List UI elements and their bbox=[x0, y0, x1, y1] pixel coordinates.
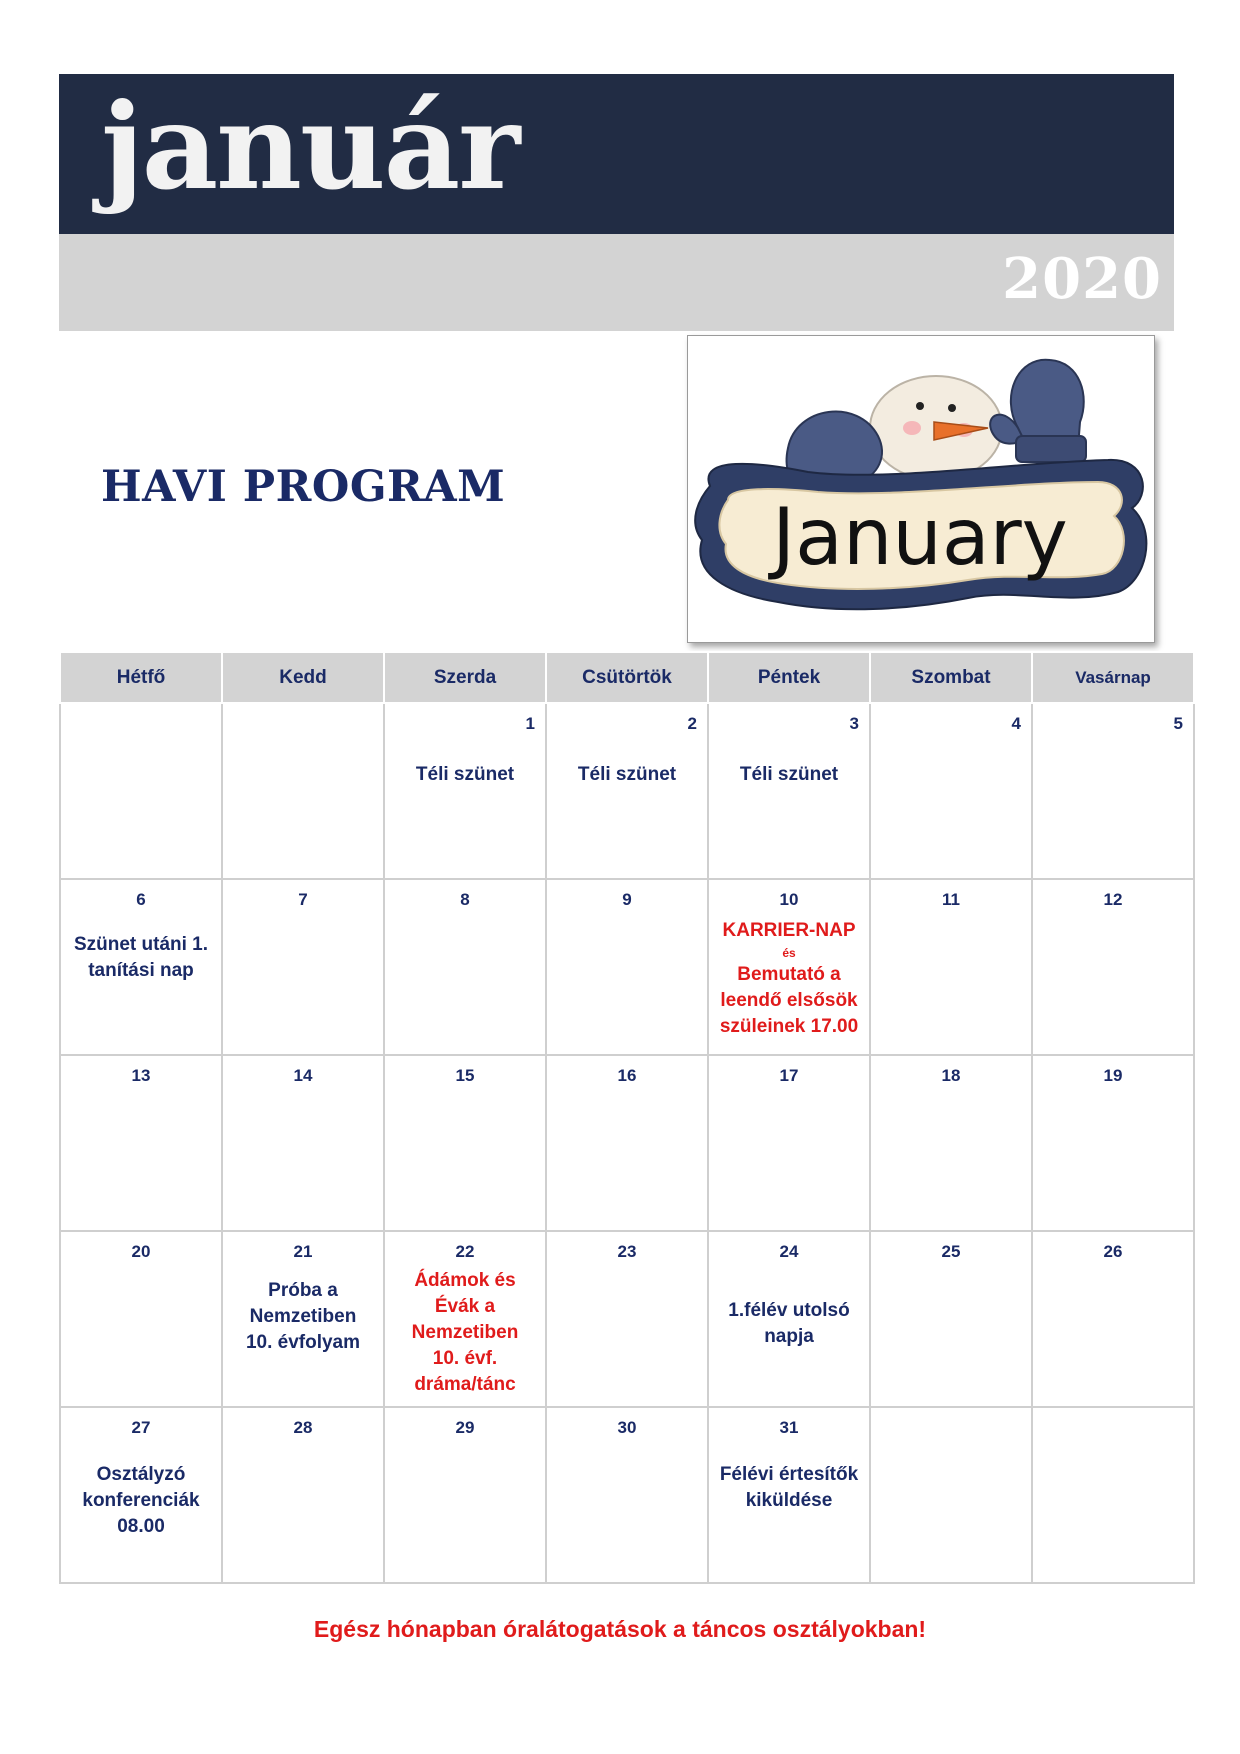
day-cell bbox=[222, 1055, 384, 1231]
day-number: 30 bbox=[617, 1418, 637, 1437]
day-number: 28 bbox=[293, 1418, 313, 1437]
day-cell bbox=[708, 1407, 870, 1583]
calendar-body bbox=[60, 703, 1194, 1583]
day-event bbox=[709, 1438, 869, 1514]
day-number: 3 bbox=[849, 714, 859, 733]
day-number: 31 bbox=[779, 1418, 799, 1437]
weekday-saturday: Szombat bbox=[870, 652, 1032, 703]
day-event bbox=[223, 1262, 383, 1356]
day-cell bbox=[708, 1055, 870, 1231]
day-cell bbox=[1032, 879, 1194, 1055]
day-number bbox=[61, 704, 221, 714]
day-number: 12 bbox=[1103, 890, 1123, 909]
day-cell bbox=[546, 703, 708, 879]
day-cell bbox=[384, 1407, 546, 1583]
day-event bbox=[385, 1262, 545, 1398]
calendar-week-row bbox=[60, 1231, 1194, 1407]
day-cell bbox=[222, 1231, 384, 1407]
year-band bbox=[59, 234, 1174, 331]
day-cell bbox=[384, 879, 546, 1055]
event-line: Nemzetiben bbox=[411, 1322, 519, 1343]
day-number: 24 bbox=[779, 1242, 799, 1261]
day-number: 22 bbox=[455, 1242, 475, 1261]
event-line: Bemutató a bbox=[737, 964, 841, 985]
day-number: 27 bbox=[131, 1418, 151, 1437]
header-band bbox=[59, 74, 1174, 234]
event-line: Félévi értesítők bbox=[719, 1464, 859, 1485]
event-line: 08.00 bbox=[117, 1516, 165, 1537]
event-line: KARRIER-NAP bbox=[722, 920, 856, 941]
day-cell bbox=[708, 879, 870, 1055]
day-event bbox=[385, 734, 545, 788]
day-number bbox=[223, 704, 383, 714]
day-event bbox=[61, 910, 221, 984]
day-event bbox=[547, 734, 707, 788]
day-cell bbox=[870, 703, 1032, 879]
day-cell bbox=[384, 703, 546, 879]
weekday-sunday: Vasárnap bbox=[1032, 652, 1194, 703]
year-label: 2020 bbox=[1002, 246, 1162, 312]
event-line: konferenciák bbox=[82, 1490, 200, 1511]
footer-note: Egész hónapban óralátogatások a táncos osztályokban! bbox=[313, 1616, 927, 1642]
day-cell bbox=[60, 879, 222, 1055]
day-cell bbox=[1032, 1407, 1194, 1583]
day-number: 14 bbox=[293, 1066, 313, 1085]
event-line: Ádámok és bbox=[414, 1270, 516, 1291]
day-number bbox=[1033, 1408, 1193, 1418]
day-event bbox=[709, 910, 869, 1040]
event-line: Téli szünet bbox=[415, 764, 515, 785]
day-event bbox=[709, 1262, 869, 1350]
day-cell bbox=[546, 1407, 708, 1583]
day-cell bbox=[870, 1231, 1032, 1407]
day-cell bbox=[870, 1407, 1032, 1583]
event-line: Évák a bbox=[434, 1296, 496, 1317]
day-event bbox=[709, 734, 869, 788]
event-line: 10. évf. bbox=[432, 1348, 498, 1369]
weekday-wednesday: Szerda bbox=[384, 652, 546, 703]
day-number: 16 bbox=[617, 1066, 637, 1085]
calendar-grid bbox=[59, 651, 1195, 1584]
day-number: 18 bbox=[941, 1066, 961, 1085]
event-line: Próba a bbox=[268, 1280, 338, 1301]
day-cell bbox=[1032, 1231, 1194, 1407]
day-cell bbox=[546, 1055, 708, 1231]
day-cell bbox=[222, 703, 384, 879]
day-cell bbox=[60, 1407, 222, 1583]
january-illustration bbox=[687, 335, 1155, 643]
event-line: szüleinek 17.00 bbox=[719, 1016, 859, 1037]
day-number: 6 bbox=[136, 890, 146, 909]
day-number: 17 bbox=[779, 1066, 799, 1085]
day-number: 29 bbox=[455, 1418, 475, 1437]
weekday-header-row bbox=[60, 652, 1194, 703]
day-cell bbox=[222, 1407, 384, 1583]
day-number: 1 bbox=[525, 714, 535, 733]
day-number bbox=[871, 1408, 1031, 1418]
day-number: 13 bbox=[131, 1066, 151, 1085]
day-number: 8 bbox=[460, 890, 470, 909]
weekday-thursday: Csütörtök bbox=[546, 652, 708, 703]
day-cell bbox=[60, 1231, 222, 1407]
weekday-tuesday: Kedd bbox=[222, 652, 384, 703]
calendar-week-row bbox=[60, 703, 1194, 879]
day-number: 4 bbox=[1011, 714, 1021, 733]
day-cell bbox=[60, 1055, 222, 1231]
day-cell bbox=[870, 879, 1032, 1055]
weekday-monday: Hétfő bbox=[60, 652, 222, 703]
event-line: Osztályzó bbox=[96, 1464, 186, 1485]
event-line: Téli szünet bbox=[577, 764, 677, 785]
calendar-week-row bbox=[60, 879, 1194, 1055]
day-cell bbox=[546, 1231, 708, 1407]
snowman-mittens-january-sign-icon bbox=[688, 336, 1154, 642]
day-cell bbox=[60, 703, 222, 879]
day-cell bbox=[870, 1055, 1032, 1231]
day-number: 15 bbox=[455, 1066, 475, 1085]
day-cell bbox=[1032, 703, 1194, 879]
day-number: 7 bbox=[298, 890, 308, 909]
event-line: dráma/tánc bbox=[414, 1374, 516, 1395]
event-line: 10. évfolyam bbox=[245, 1332, 361, 1353]
day-number: 11 bbox=[942, 890, 960, 909]
calendar-week-row bbox=[60, 1407, 1194, 1583]
event-line: tanítási nap bbox=[88, 960, 194, 981]
calendar-week-row bbox=[60, 1055, 1194, 1231]
day-number: 25 bbox=[941, 1242, 961, 1261]
day-number: 9 bbox=[622, 890, 632, 909]
event-line: napja bbox=[764, 1326, 814, 1347]
day-number: 19 bbox=[1103, 1066, 1123, 1085]
svg-text:January: January bbox=[772, 493, 1068, 583]
day-cell bbox=[708, 1231, 870, 1407]
day-number: 10 bbox=[779, 890, 799, 909]
event-line: 1.félév utolsó bbox=[728, 1300, 850, 1321]
day-cell bbox=[222, 879, 384, 1055]
event-line: Téli szünet bbox=[739, 764, 839, 785]
day-cell bbox=[384, 1231, 546, 1407]
event-line: Nemzetiben bbox=[249, 1306, 357, 1327]
day-cell bbox=[1032, 1055, 1194, 1231]
event-line: leendő elsősök bbox=[720, 990, 858, 1011]
day-event bbox=[61, 1438, 221, 1540]
event-line: és bbox=[782, 946, 796, 960]
day-cell bbox=[708, 703, 870, 879]
day-number: 5 bbox=[1173, 714, 1183, 733]
weekday-friday: Péntek bbox=[708, 652, 870, 703]
day-cell bbox=[546, 879, 708, 1055]
event-line: kiküldése bbox=[745, 1490, 833, 1511]
day-number: 23 bbox=[617, 1242, 637, 1261]
month-title: január bbox=[101, 77, 519, 216]
day-cell bbox=[384, 1055, 546, 1231]
event-line: Szünet utáni 1. bbox=[73, 934, 209, 955]
program-title: HAVI PROGRAM bbox=[101, 462, 506, 512]
day-number: 20 bbox=[131, 1242, 151, 1261]
day-number: 26 bbox=[1103, 1242, 1123, 1261]
day-number: 2 bbox=[687, 714, 697, 733]
day-number: 21 bbox=[293, 1242, 313, 1261]
